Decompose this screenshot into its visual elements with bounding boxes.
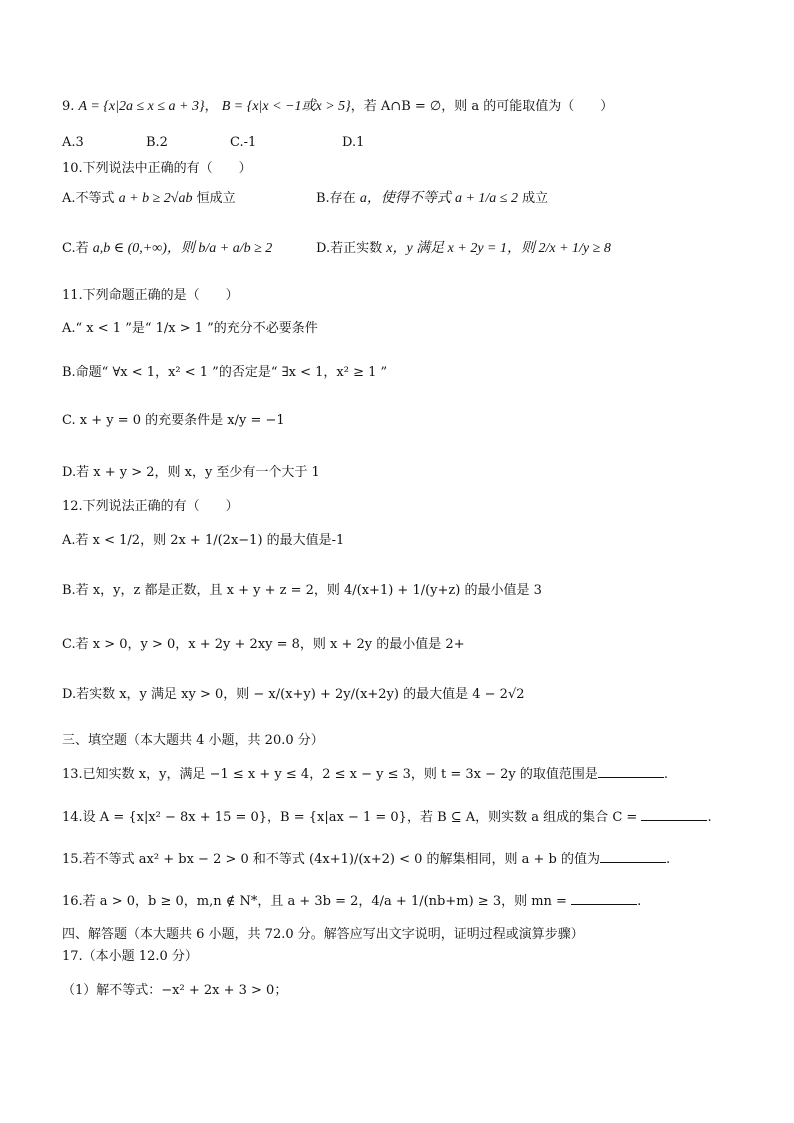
q9-option-c[interactable]: C.-1 [230, 135, 257, 150]
q13-answer-blank[interactable] [598, 763, 664, 778]
q9-number: 9. [62, 99, 75, 114]
q9-set-b: B = {x|x < −1或x > 5} [221, 99, 351, 114]
q13-line: 13.已知实数 x，y，满足 −1 ≤ x + y ≤ 4，2 ≤ x − y ≤ 3，则 t = 3x − 2y 的取值范围是 . [62, 763, 668, 784]
q17-part1: （1）解不等式：−x² + 2x + 3 > 0； [62, 983, 288, 998]
q11-option-d[interactable]: D.若 x + y > 2，则 x，y 至少有一个大于 1 [62, 465, 320, 480]
q16-line: 16.若 a > 0，b ≥ 0，m,n ∉ N*，且 a + 3b = 2，4/a + 1/(nb+m) ≥ 3，则 mn = . [62, 890, 641, 911]
q10-c-math: a,b ∈ (0,+∞)，则 b/a + a/b ≥ 2 [92, 241, 273, 256]
q11-stem: 11.下列命题正确的是（ ） [62, 288, 239, 303]
q14-answer-blank[interactable] [641, 806, 707, 821]
q9-separator: ， [204, 99, 218, 114]
q14-line: 14.设 A = {x|x² − 8x + 15 = 0}，B = {x|ax − 1 = 0}，若 B ⊆ A，则实数 a 组成的集合 C = . [62, 806, 712, 827]
q10-b-post: 成立 [522, 191, 549, 206]
q10-stem: 10.下列说法中正确的有（ ） [62, 161, 252, 176]
section-answer-heading: 四、解答题（本大题共 6 小题，共 72.0 分。解答应写出文字说明，证明过程或演算步骤） [62, 927, 584, 942]
q10-a-math: a + b ≥ 2√ab [118, 191, 193, 206]
q12-option-a[interactable]: A.若 x < 1/2，则 2x + 1/(2x−1) 的最大值是-1 [62, 533, 345, 548]
q10-d-pre: D.若正实数 [316, 241, 383, 256]
q16-answer-blank[interactable] [571, 890, 637, 905]
q15-text: 15.若不等式 ax² + bx − 2 > 0 和不等式 (4x+1)/(x+2) < 0 的解集相同，则 a + b 的值为 [62, 852, 601, 867]
q9-option-b[interactable]: B.2 [146, 135, 168, 150]
q11-option-a[interactable]: A.“ x < 1 ”是“ 1/x > 1 ”的充分不必要条件 [62, 321, 318, 336]
q11-option-c[interactable]: C. x + y = 0 的充要条件是 x/y = −1 [62, 413, 285, 428]
q10-b-pre: B.存在 [316, 191, 356, 206]
q9-option-d[interactable]: D.1 [342, 135, 365, 150]
q9-option-a[interactable]: A.3 [62, 135, 84, 150]
q10-b-math: a + 1/a ≤ 2 [454, 191, 518, 206]
q10-d-math: x，y 满足 x + 2y = 1，则 2/x + 1/y ≥ 8 [386, 241, 611, 256]
q10-option-b[interactable] [316, 190, 548, 208]
q15-answer-blank[interactable] [600, 848, 666, 863]
q9-tail: ，若 A∩B = ∅，则 a 的可能取值为（ ） [350, 99, 614, 114]
q9-set-a: A = {x|2a ≤ x ≤ a + 3} [78, 99, 205, 114]
q10-c-pre: C.若 [62, 241, 89, 256]
q14-text: 14.设 A = {x|x² − 8x + 15 = 0}，B = {x|ax − 1 = 0}，若 B ⊆ A，则实数 a 组成的集合 C = [62, 810, 638, 825]
q10-option-d[interactable] [316, 240, 611, 258]
q17-stem: 17.（本小题 12.0 分） [62, 949, 198, 964]
q12-stem: 12.下列说法正确的有（ ） [62, 499, 239, 514]
q10-a-post: 恒成立 [196, 191, 236, 206]
q9-line [62, 98, 613, 116]
q12-option-b[interactable]: B.若 x，y，z 都是正数，且 x + y + z = 2，则 4/(x+1) + 1/(y+z) 的最小值是 3 [62, 583, 542, 598]
q11-option-b[interactable]: B.命题“ ∀x < 1，x² < 1 ”的否定是“ ∃x < 1，x² ≥ 1 ” [62, 365, 388, 380]
q12-option-c[interactable]: C.若 x > 0，y > 0，x + 2y + 2xy = 8，则 x + 2y 的最小值是 2+ [62, 637, 465, 652]
q15-line: 15.若不等式 ax² + bx − 2 > 0 和不等式 (4x+1)/(x+2) < 0 的解集相同，则 a + b 的值为 . [62, 848, 670, 869]
section-fill-in-heading: 三、填空题（本大题共 4 小题，共 20.0 分） [62, 733, 324, 748]
q10-b-mid: a，使得不等式 [359, 191, 451, 206]
q13-text: 13.已知实数 x，y，满足 −1 ≤ x + y ≤ 4，2 ≤ x − y ≤ 3，则 t = 3x − 2y 的取值范围是 [62, 767, 598, 782]
q16-text: 16.若 a > 0，b ≥ 0，m,n ∉ N*，且 a + 3b = 2，4/a + 1/(nb+m) ≥ 3，则 mn = [62, 894, 567, 909]
q10-option-c[interactable] [62, 240, 272, 258]
q10-option-a[interactable] [62, 190, 236, 208]
q12-option-d[interactable]: D.若实数 x，y 满足 xy > 0，则 − x/(x+y) + 2y/(x+2y) 的最大值是 4 − 2√2 [62, 687, 525, 702]
q10-a-pre: A.不等式 [62, 191, 115, 206]
